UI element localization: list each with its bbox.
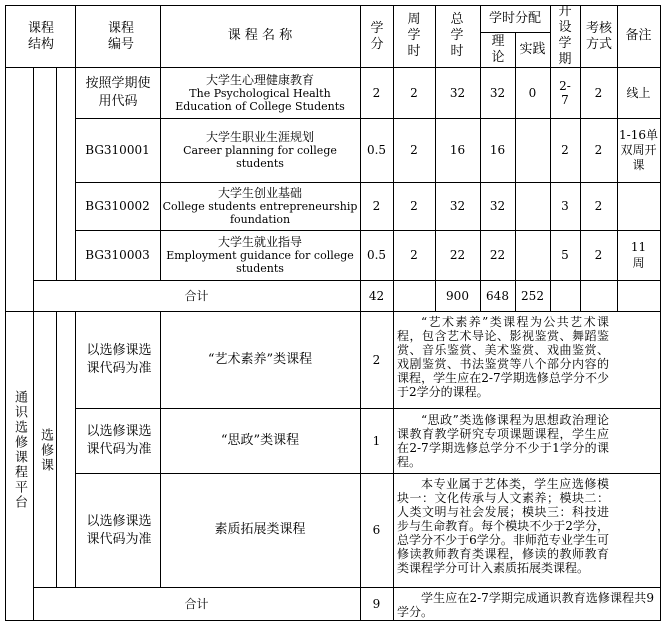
subtotal-label: 合计 [184,596,209,611]
course-name-en: Career planning for college students [183,143,337,170]
course-theory-hours: 22 [489,248,506,262]
header-semester: 开设学期 [558,5,572,67]
subtotal-credit: 42 [368,288,385,303]
course-weekly-hours: 2 [410,85,418,100]
header-weekly-hours: 周学时 [407,12,421,59]
course-notes [617,182,660,230]
elective-code: 以选修课选课代码为准 [86,424,152,457]
course-practice-hours: 0 [528,85,537,100]
header-structure: 课程结构 [27,21,54,52]
course-semester: 3 [561,199,569,213]
course-notes: 1-16单双周开课 [619,127,658,172]
course-notes: 11周 [630,240,647,270]
header-notes: 备注 [625,28,652,43]
course-credit: 2 [372,85,381,100]
course-total-hours: 32 [449,199,466,213]
header-practice: 实践 [519,42,546,57]
course-name-cn: 大学生心理健康教育 [205,72,314,87]
course-name-cn: 大学生就业指导 [217,234,302,249]
header-name: 课 程 名 称 [227,28,293,43]
course-name-en: College students entrepreneurship foundation [162,199,358,226]
elective-credit: 2 [372,352,381,367]
elective-description: 本专业属于艺体类，学生应选修模块一：文化传承与人文素养；模块二：人类文明与社会发展；模块三：科技进步与生命教育。每个模块不少于2学分，总学分不少于6学分。非师范专业学生可修读教师教育类课程，修读的教师教育类课程学分可计入素质拓展类课程。 [397,477,609,575]
course-assessment: 2 [594,199,603,213]
header-assessment: 考核方式 [585,21,612,52]
course-code: BG310002 [85,199,150,213]
elective-description: “艺术素养”类课程为公共艺术课程，包含艺术导论、影视鉴赏、舞蹈鉴赏、音乐鉴赏、美术鉴赏、戏曲鉴赏、戏剧鉴赏、书法鉴赏等八个部分内容的课程，学生应在2-7学期选修总学分不少于2学分的课程。 [397,315,609,399]
course-credit: 0.5 [366,143,387,157]
elective-description: “思政”类选修课程为思想政治理论课教育教学研究专项课题课程，学生应在2-7学期选修总学分不少于1学分的课程。 [397,413,609,469]
course-name [162,68,358,118]
header-hours-distribution: 学时分配 [488,10,541,26]
course-name-en: Employment guidance for college students [166,248,354,275]
course-practice-hours [515,230,550,280]
elective-category-label: 选修课 [38,427,53,473]
course-assessment: 2 [594,85,603,100]
elective-name: “思政”类课程 [220,432,300,448]
course-credit: 2 [372,199,381,213]
course-credit: 0.5 [366,248,387,262]
course-total-hours: 32 [449,85,466,100]
course-total-hours: 16 [449,143,466,157]
course-code: BG310001 [85,143,150,157]
course-weekly-hours: 2 [410,248,418,262]
subtotal-label: 合计 [184,288,209,303]
course-semester: 2 [561,143,569,157]
course-semester: 5 [561,248,569,262]
elective-credit: 1 [372,433,381,448]
course-theory-hours: 16 [489,143,506,157]
header-theory: 理论 [491,34,505,65]
header-credit: 学分 [370,21,384,52]
header-total-hours: 总学时 [450,12,464,59]
course-total-hours: 22 [449,248,466,262]
course-name [162,182,358,230]
course-code: 按照学期使用代码 [85,76,151,109]
course-weekly-hours: 2 [410,143,418,157]
course-assessment: 2 [594,143,603,157]
course-assessment: 2 [594,248,603,262]
course-name-cn: 大学生职业生涯规划 [205,129,314,144]
course-name-cn: 大学生创业基础 [217,185,302,200]
course-name-en: The Psychological Health Education of College Students [175,86,345,113]
platform-label: 通识选修课程平台 [12,390,27,510]
elective-code: 以选修课选课代码为准 [86,514,152,547]
course-theory-hours: 32 [489,85,506,100]
course-notes: 线上 [626,85,651,100]
header-code: 课程编号 [107,21,134,52]
course-code: BG310003 [85,248,150,262]
course-name [162,118,358,182]
course-practice-hours [515,118,550,182]
subtotal-credit: 9 [372,596,381,611]
elective-name: 素质拓展类课程 [214,522,306,537]
subtotal-theory-hours: 648 [486,288,509,303]
course-semester: 2-7 [559,79,571,107]
subtotal-practice-hours: 252 [521,288,544,303]
course-theory-hours: 32 [489,199,506,213]
subtotal-total-hours: 900 [446,288,469,303]
elective-credit: 6 [372,523,381,537]
course-name [162,230,358,280]
elective-code: 以选修课选课代码为准 [86,343,152,376]
subtotal-description: 学生应在2-7学期完成通识教育选修课程共9学分。 [397,591,654,619]
elective-name: “艺术素养”类课程 [207,351,313,367]
course-practice-hours [515,182,550,230]
course-weekly-hours: 2 [410,199,418,213]
